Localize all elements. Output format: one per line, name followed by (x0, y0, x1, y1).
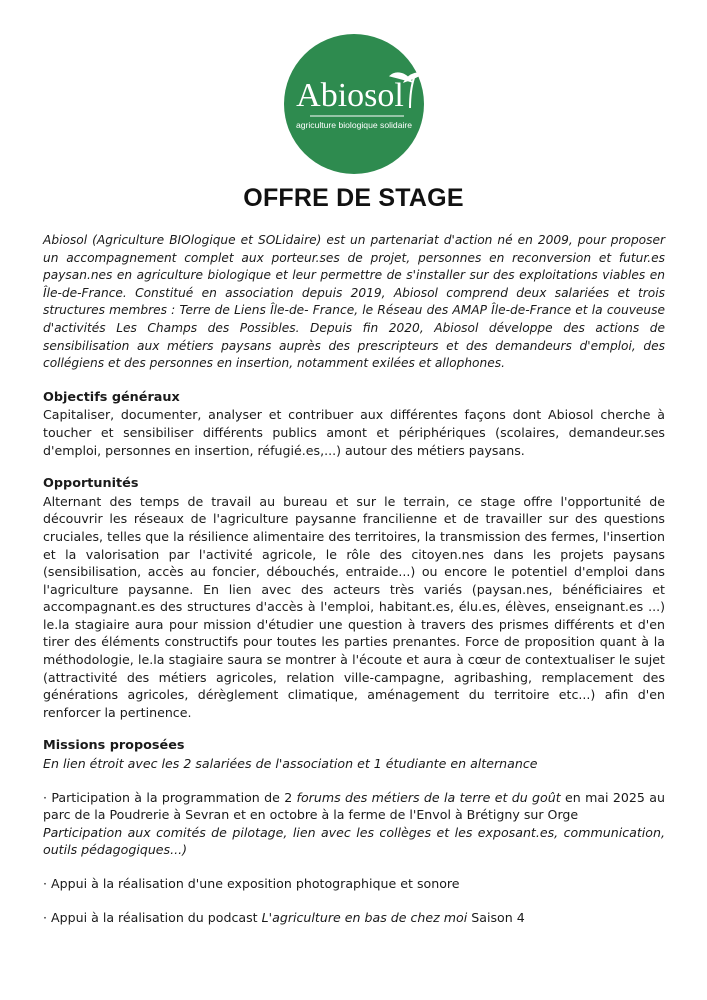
objectifs-heading: Objectifs généraux (43, 389, 180, 405)
logo-tagline: agriculture biologique solidaire (295, 120, 413, 130)
mission-item-podcast: · Appui à la réalisation du podcast L'agriculture en bas de chez moi Saison 4 (43, 909, 525, 925)
document-body (43, 232, 665, 926)
page-title: OFFRE DE STAGE (243, 184, 464, 212)
logo-brand: Abiosol (296, 77, 404, 114)
objectifs-text: Capitaliser, documenter, analyser et contribuer aux différentes façons dont Abiosol cherche à toucher et sensibiliser différents publics amont et périphériques (scolaires, demandeur.ses d'emploi, personnes en insertion, réfugié.es,...) autour des métiers paysans. (43, 407, 665, 458)
mission-item-forums-detail: Participation aux comités de pilotage, lien avec les collèges et les exposant.es, communication, outils pédagogiques...) (43, 824, 665, 858)
mission-item-forums: · Participation à la programmation de 2 forums des métiers de la terre et du goût en mai 2025 au parc de la Poudrerie à Sevran et en octobre à la ferme de l'Envol à Brétigny sur Orge (43, 789, 665, 823)
abiosol-logo (284, 34, 424, 174)
missions-subtitle: En lien étroit avec les 2 salariées de l'association et 1 étudiante en alternance (43, 756, 538, 772)
intro-paragraph: Abiosol (Agriculture BIOlogique et SOLidaire) est un partenariat d'action né en 2009, pour proposer un accompagnement complet aux porteur.ses de projet, personnes en reconversion et futur.es paysan.nes en agriculture biologique et leur permettre de s'installer sur des exploitations viables en Île-de-France. Constitué en association depuis 2019, Abiosol comprend deux salariées et trois structures membres : Terre de Liens Île-de- France, le Réseau des AMAP Île-de-France et la couveuse d'activités Les Champs des Possibles. Depuis fin 2020, Abiosol développe des actions de sensibilisation aux métiers paysans auprès des prescripteurs et des demandeurs d'emploi, des collégiens et des personnes en insertion, notamment exilées et allophones. (43, 233, 665, 371)
opportunites-heading: Opportunités (43, 476, 139, 492)
opportunites-text: Alternant des temps de travail au bureau et sur le terrain, ce stage offre l'opportunité de découvrir les réseaux de l'agriculture paysanne francilienne et de travailler sur des questions cruciales, telles que la résilience alimentaire des territoires, la transmission des fermes, l'insertion et la valorisation par l'activité agricole, le rôle des citoyen.nes dans les projets paysans (sensibilisation, accès au foncier, débouchés, entraide...) ou encore le potentiel d'emploi dans l'agriculture paysanne. En lien avec des acteurs très variés (paysan.nes, bénéficiaires et accompagnant.es des structures d'accès à l'emploi, habitant.es, élu.es, élèves, enseignant.es ...) le.la stagiaire aura pour mission d'étudier une question à travers des prismes différents et d'en tirer des éléments constructifs pour toutes les parties prenantes. Force de proposition quant à la méthodologie, le.la stagiaire saura se montrer à l'écoute et aura à cœur de contextualiser le sujet (attractivité des métiers agricoles, relation ville-campagne, agribashing, remplacement des générations agricoles, dérèglement climatique, aménagement du territoire etc...) afin d'en renforcer la pertinence. (43, 493, 665, 720)
mission-item-exposition: · Appui à la réalisation d'une exposition photographique et sonore (43, 876, 460, 891)
missions-heading: Missions proposées (43, 738, 185, 754)
